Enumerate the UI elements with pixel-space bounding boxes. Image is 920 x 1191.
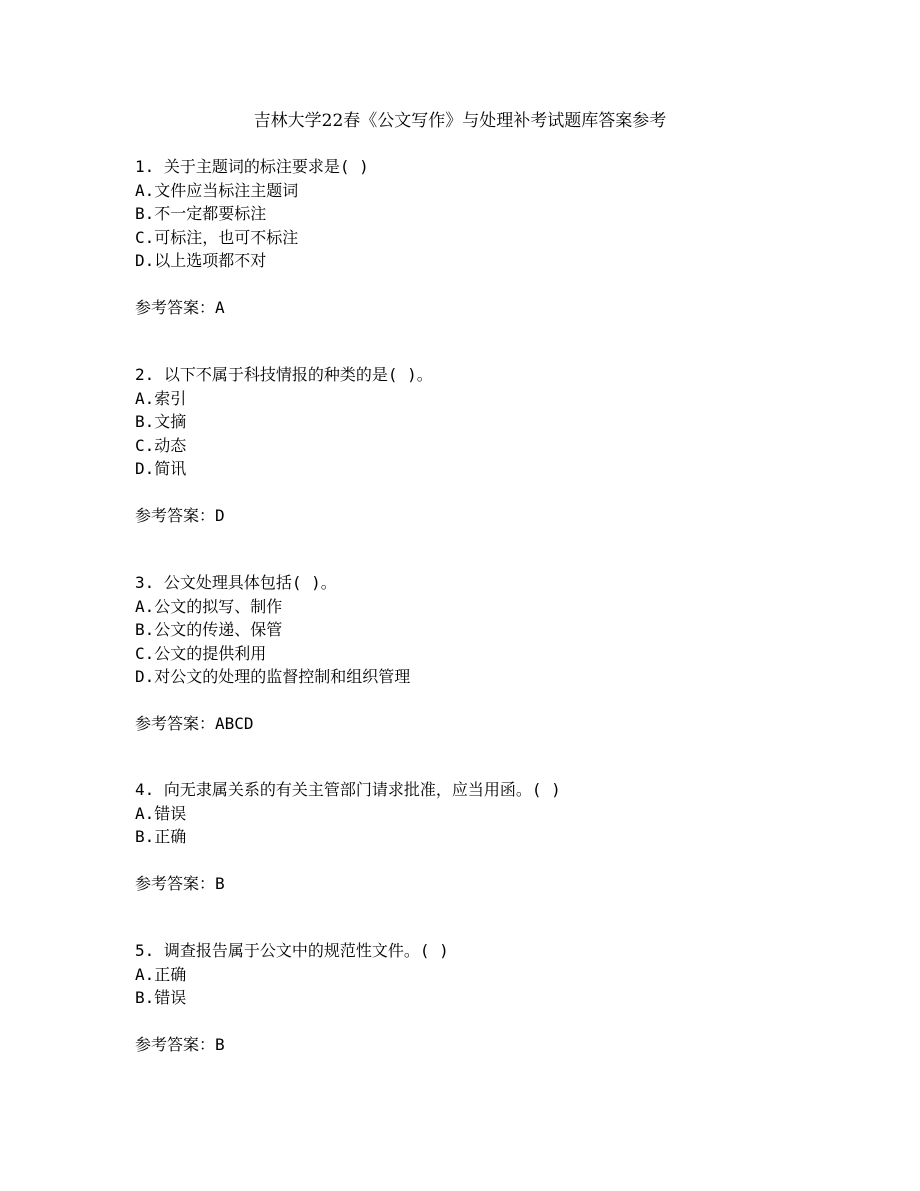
- question-stem: 4. 向无隶属关系的有关主管部门请求批准，应当用函。( ): [135, 780, 561, 799]
- answer-reference: 参考答案：B: [135, 1034, 225, 1054]
- option-c: C.公文的提供利用: [135, 643, 267, 663]
- option-a: A.公文的拟写、制作: [135, 596, 283, 616]
- question-stem: 2. 以下不属于科技情报的种类的是( )。: [135, 365, 433, 384]
- answer-reference: 参考答案：ABCD: [135, 713, 254, 733]
- option-d: D.对公文的处理的监督控制和组织管理: [135, 667, 411, 686]
- question-block: [135, 155, 855, 319]
- question-block: [135, 571, 855, 735]
- option-b: B.错误: [135, 988, 187, 1007]
- option-b: B.公文的传递、保管: [135, 620, 283, 639]
- option-d: D.简讯: [135, 459, 187, 478]
- option-a: A.错误: [135, 803, 187, 823]
- answer-reference: 参考答案：A: [135, 297, 225, 317]
- answer-reference: 参考答案：B: [135, 873, 225, 893]
- question-stem: 1. 关于主题词的标注要求是( ): [135, 157, 369, 176]
- option-b: B.正确: [135, 827, 187, 846]
- question-stem: 3. 公文处理具体包括( )。: [135, 573, 337, 592]
- option-d: D.以上选项都不对: [135, 251, 267, 270]
- option-a: A.文件应当标注主题词: [135, 180, 299, 200]
- option-b: B.不一定都要标注: [135, 204, 267, 223]
- answer-reference: 参考答案：D: [135, 505, 225, 525]
- option-a: A.索引: [135, 388, 187, 408]
- question-block: [135, 939, 855, 1056]
- question-block: [135, 363, 855, 527]
- option-c: C.可标注，也可不标注: [135, 227, 299, 247]
- option-c: C.动态: [135, 435, 187, 455]
- page-title: 吉林大学22春《公文写作》与处理补考试题库答案参考: [253, 111, 667, 131]
- question-block: [135, 778, 855, 895]
- option-a: A.正确: [135, 964, 187, 984]
- option-b: B.文摘: [135, 412, 187, 431]
- question-stem: 5. 调查报告属于公文中的规范性文件。( ): [135, 941, 449, 960]
